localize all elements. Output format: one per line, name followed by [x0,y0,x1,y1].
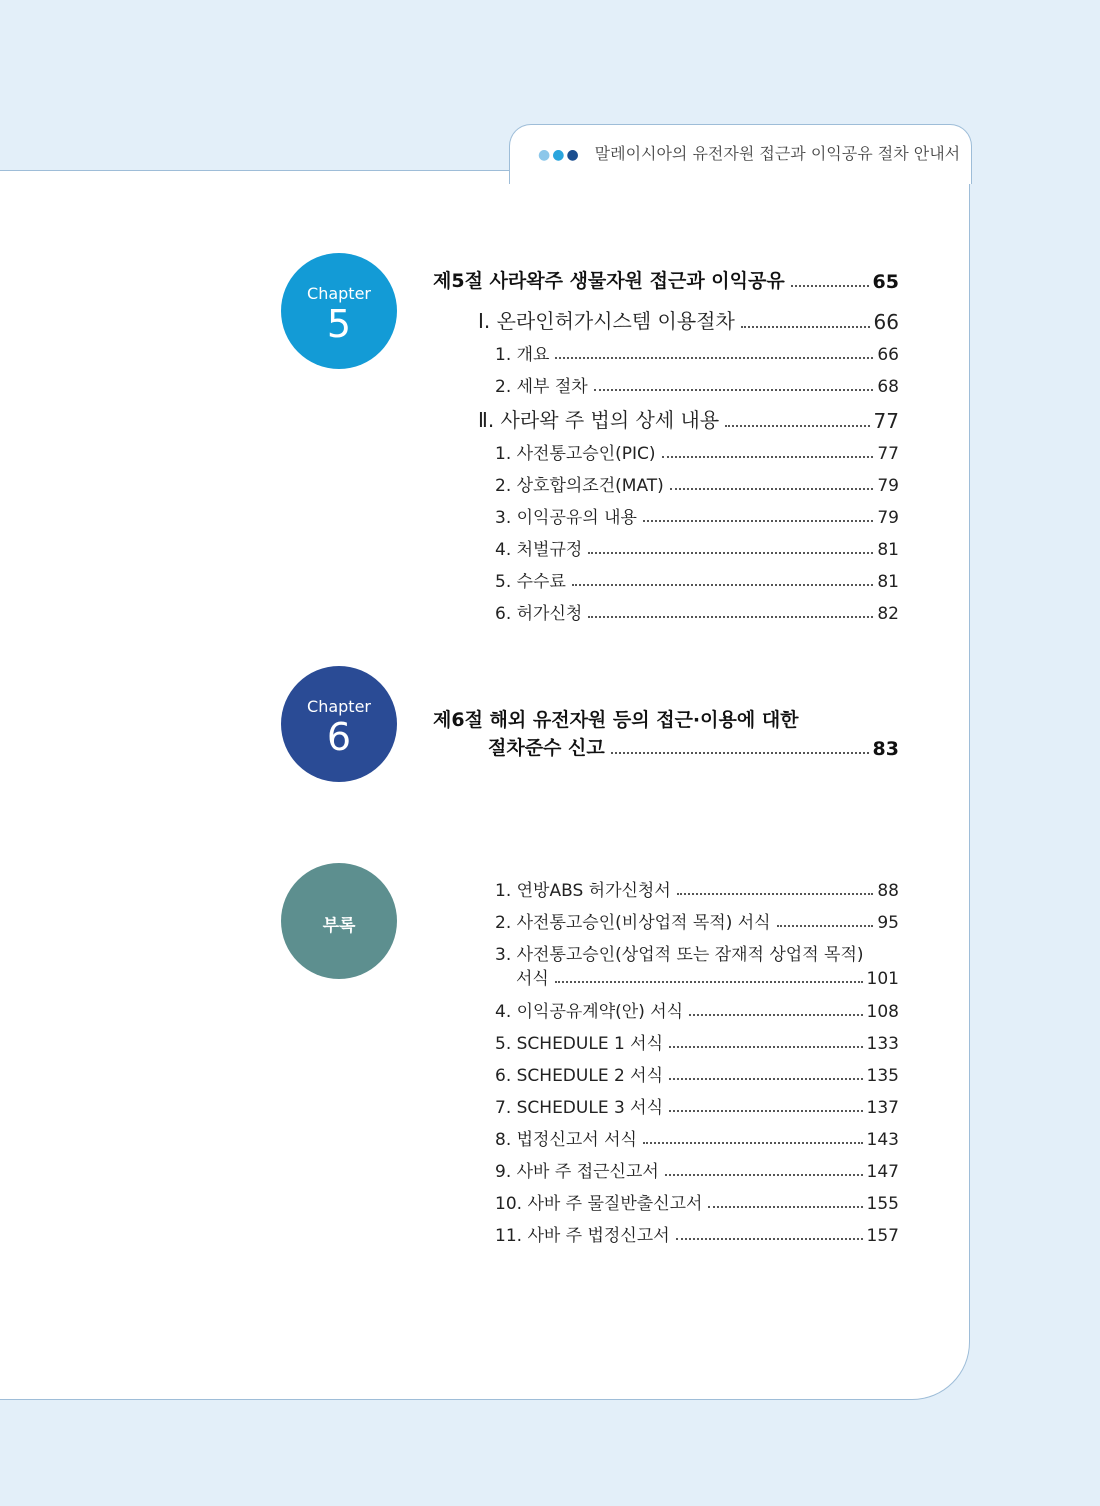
toc-title: 4. 처벌규정 [495,540,583,560]
toc-title: Ⅱ. 사라왁 주 법의 상세 내용 [478,408,720,432]
toc-section-6-line1: 제6절 해외 유전자원 등의 접근·이용에 대한 [433,709,799,731]
chapter-5-badge [281,253,397,369]
toc-page: 66 [873,310,899,334]
toc-title: 4. 이익공유계약(안) 서식 [495,1002,684,1022]
toc-page: 101 [866,969,899,989]
toc-page: 79 [877,476,899,496]
toc-entry[interactable] [495,439,899,464]
toc-title: 절차준수 신고 [488,737,605,759]
toc-title: 7. SCHEDULE 3 서식 [495,1098,664,1118]
toc-entry[interactable] [495,599,899,624]
toc-title: 2. 사전통고승인(비상업적 목적) 서식 [495,913,771,933]
toc-page: 108 [866,1002,899,1022]
chapter-number: 6 [326,715,352,759]
toc-title: 1. 연방ABS 허가신청서 [495,881,671,901]
toc-title: 제5절 사라왁주 생물자원 접근과 이익공유 [433,270,785,292]
toc-title: 1. 개요 [495,345,550,365]
header-title: 말레이시아의 유전자원 접근과 이익공유 절차 안내서 [594,144,961,163]
toc-section-6[interactable] [488,733,899,760]
toc-title: 6. SCHEDULE 2 서식 [495,1066,664,1086]
toc-page: 81 [877,540,899,560]
toc-page: 77 [873,409,899,433]
toc-page: 65 [872,271,899,293]
toc-title: 2. 세부 절차 [495,377,588,397]
toc-entry[interactable] [495,372,899,397]
toc-title: 5. 수수료 [495,572,566,592]
toc-title: 1. 사전통고승인(PIC) [495,444,656,464]
toc-entry[interactable] [495,1221,899,1246]
toc-entry[interactable] [495,535,899,560]
toc-entry[interactable] [495,1189,899,1214]
appendix-label: 부록 [322,916,356,936]
toc-page: 79 [877,508,899,528]
toc-entry[interactable] [495,1157,899,1182]
toc-entry[interactable] [495,1125,899,1150]
toc-page: 66 [877,345,899,365]
toc-entry[interactable] [495,567,899,592]
toc-title: 서식 [516,969,549,989]
chapter-label: Chapter [307,284,371,303]
toc-title: 2. 상호합의조건(MAT) [495,476,664,496]
toc-page: 82 [877,604,899,624]
toc-entry[interactable] [495,340,899,365]
toc-page: 147 [866,1162,899,1182]
toc-title: 9. 사바 주 접근신고서 [495,1162,659,1182]
toc-page: 68 [877,377,899,397]
header-title-wrap [538,141,960,164]
toc-title: 5. SCHEDULE 1 서식 [495,1034,664,1054]
toc-entry[interactable] [495,503,899,528]
toc-title: Ⅰ. 온라인허가시스템 이용절차 [478,309,735,333]
toc-page: 137 [866,1098,899,1118]
toc-page: 157 [866,1226,899,1246]
toc-entry[interactable] [495,997,899,1022]
toc-entry[interactable] [495,1093,899,1118]
toc-entry[interactable] [495,1061,899,1086]
toc-page: 81 [877,572,899,592]
toc-entry[interactable] [495,876,899,901]
toc-page: 135 [866,1066,899,1086]
toc-page: 77 [877,444,899,464]
toc-page: 155 [866,1194,899,1214]
chapter-label: Chapter [307,697,371,716]
toc-page: 88 [877,881,899,901]
toc-page: 83 [872,738,899,760]
toc-title: 8. 법정신고서 서식 [495,1130,637,1150]
toc-entry[interactable] [478,404,899,433]
toc-page: 95 [877,913,899,933]
toc-title: 11. 사바 주 법정신고서 [495,1226,670,1246]
toc-title: 6. 허가신청 [495,604,583,624]
toc-section-5[interactable] [433,266,899,293]
toc-page: 133 [866,1034,899,1054]
toc-entry[interactable] [478,305,899,334]
toc-title: 3. 이익공유의 내용 [495,508,637,528]
chapter-6-badge [281,666,397,782]
toc-entry[interactable] [516,964,899,989]
toc-page: 143 [866,1130,899,1150]
toc-entry-line1: 3. 사전통고승인(상업적 또는 잠재적 상업적 목적) [495,945,864,965]
appendix-badge [281,863,397,979]
toc-entry[interactable] [495,908,899,933]
toc-entry[interactable] [495,471,899,496]
toc-title: 10. 사바 주 물질반출신고서 [495,1194,703,1214]
chapter-number: 5 [326,302,352,346]
bullet-dots-icon: ●●● [538,147,581,163]
toc-entry[interactable] [495,1029,899,1054]
